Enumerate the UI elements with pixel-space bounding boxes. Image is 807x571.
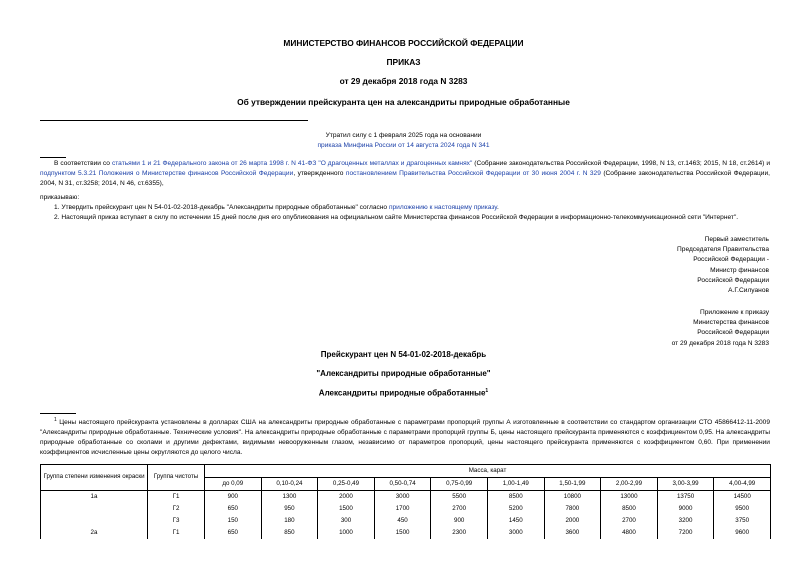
header-purity-group: Группа чистоты [148, 465, 205, 491]
price-cell: 650 [205, 503, 262, 515]
price-cell: 14500 [714, 491, 771, 504]
price-cell: 5500 [431, 491, 488, 504]
regulation-link[interactable]: подпунктом 5.3.21 Положения о Министерстве финансов Российской Федерации [40, 169, 294, 177]
preamble-text: В соответствии со [54, 160, 112, 167]
price-cell: 850 [261, 527, 318, 539]
price-cell: 1500 [318, 503, 375, 515]
price-cell: 150 [205, 515, 262, 527]
mass-column: до 0,09 [205, 478, 262, 491]
appendix-line: Российской Федерации [697, 329, 769, 337]
purity-cell: Г3 [148, 515, 205, 527]
appendix-line: от 29 декабря 2018 года N 3283 [671, 339, 769, 347]
price-list-section [0, 388, 807, 399]
price-cell: 900 [205, 491, 262, 504]
preamble-text: , утвержденного [293, 169, 346, 177]
preamble-text: (Собрание законодательства Российской Федерации, 1998, N 13, ст.1463; 2015, N 18, ст.2614) и [472, 160, 771, 167]
table-row [41, 491, 771, 504]
appendix-line: Приложение к приказу [699, 309, 769, 316]
mass-column: 0,50-0,74 [374, 478, 431, 491]
order-word: приказываю: [40, 194, 80, 201]
price-cell: 2300 [431, 527, 488, 539]
ministry-title: МИНИСТЕРСТВО ФИНАНСОВ РОССИЙСКОЙ ФЕДЕРАЦИИ [283, 38, 524, 48]
price-cell: 2000 [318, 491, 375, 504]
price-cell: 3200 [657, 515, 714, 527]
signature-line: Российской Федерации [697, 276, 769, 284]
header-mass: Масса, карат [205, 465, 771, 478]
table-row [41, 527, 771, 539]
price-cell: 9500 [714, 503, 771, 515]
price-cell: 450 [374, 515, 431, 527]
signature-block [677, 235, 769, 296]
mass-column: 0,10-0,24 [261, 478, 318, 491]
signature-line: Министр финансов [710, 266, 769, 274]
item-1-end: . [496, 204, 499, 211]
price-cell: 5200 [487, 503, 544, 515]
status-note-text: Утратил силу с 1 февраля 2025 года на основании [325, 132, 482, 139]
footnote [40, 417, 770, 458]
price-cell: 2700 [431, 503, 488, 515]
price-cell: 13750 [657, 491, 714, 504]
appendix-block [672, 308, 769, 349]
footnote-text: Цены настоящего прейскуранта установлены в долларах США на александриты природные обработанные с параметрами пропорций группы А изготовленные в соответствии со стандартом организации СТО 45866412-11-2009 "Александриты природные обработанные. Технические условия". На александриты природные обработанные с параметрами пропорций группы Б, цены настоящего прейскуранта применяются с коэффициентом 0,95. На александриты природные обработанные со сколами и другими дефектами, видимыми невооруженным глазом, независимо от параметров пропорций, цены настоящего прейскуранта применяются с коэффициентом 0,60. При применении коэффициентов исчисленные цены округляются до целого числа. [40, 419, 770, 456]
appendix-line: Министерства финансов [693, 319, 769, 327]
price-cell: 10800 [544, 491, 601, 504]
price-cell: 8500 [487, 491, 544, 504]
table-row [41, 515, 771, 527]
price-cell: 7200 [657, 527, 714, 539]
status-note-link[interactable]: приказа Минфина России от 14 августа 2024 года N 341 [317, 141, 490, 149]
price-cell: 3600 [544, 527, 601, 539]
price-cell: 2700 [601, 515, 658, 527]
decree-link[interactable]: постановлением Правительства Российской Федерации от 30 июня 2004 г. N 329 [345, 169, 601, 177]
law-link[interactable]: статьями 1 и 21 Федерального закона от 26 марта 1998 г. N 41-ФЗ "О драгоценных металлах и драгоценных камнях" [111, 160, 473, 167]
price-cell: 650 [205, 527, 262, 539]
signature-line: Российской Федерации - [693, 256, 769, 264]
price-cell: 9600 [714, 527, 771, 539]
preamble-text: (Собрание законодательства Российской Федерации, 2004, N 31, ст.3258; 2014, N 46, ст.6355), [40, 169, 770, 187]
signature-line: А.Г.Силуанов [728, 287, 769, 295]
doc-date: от 29 декабря 2018 года N 3283 [339, 76, 468, 86]
divider [40, 120, 308, 121]
price-cell: 1450 [487, 515, 544, 527]
purity-cell: Г2 [148, 503, 205, 515]
signature-line: Первый заместитель [704, 236, 769, 243]
price-cell: 2000 [544, 515, 601, 527]
color-group-cell: 2а [41, 527, 148, 539]
header-color-group: Группа степени изменения окраски [41, 465, 148, 491]
price-table [40, 464, 771, 539]
mass-column: 0,75-0,99 [431, 478, 488, 491]
price-cell: 3000 [374, 491, 431, 504]
section-title: Александриты природные обработанные [318, 388, 486, 398]
price-cell: 1300 [261, 491, 318, 504]
price-list-number: Прейскурант цен N 54-01-02-2018-декабрь [320, 350, 487, 359]
color-group-cell [41, 515, 148, 527]
price-cell: 1000 [318, 527, 375, 539]
price-cell: 180 [261, 515, 318, 527]
item-1-text: 1. Утвердить прейскурант цен N 54-01-02-2018-декабрь "Александриты природные обработанные" согласно [54, 204, 389, 211]
color-group-cell: 1а [41, 491, 148, 504]
appendix-link[interactable]: приложению к настоящему приказу [388, 204, 497, 211]
footnote-divider [40, 413, 76, 414]
price-cell: 1500 [374, 527, 431, 539]
doc-type: ПРИКАЗ [386, 57, 421, 67]
footnote-ref[interactable]: 1 [485, 388, 489, 394]
price-cell: 13000 [601, 491, 658, 504]
purity-cell: Г1 [148, 491, 205, 504]
mass-column: 0,25-0,49 [318, 478, 375, 491]
color-group-cell [41, 503, 148, 515]
purity-cell: Г1 [148, 527, 205, 539]
price-cell: 3750 [714, 515, 771, 527]
price-cell: 7800 [544, 503, 601, 515]
table-row [41, 503, 771, 515]
divider-short [40, 157, 66, 158]
price-cell: 9000 [657, 503, 714, 515]
mass-column: 4,00-4,99 [714, 478, 771, 491]
price-cell: 900 [431, 515, 488, 527]
status-note [0, 131, 807, 150]
mass-column: 1,50-1,99 [544, 478, 601, 491]
price-cell: 4800 [601, 527, 658, 539]
price-cell: 950 [261, 503, 318, 515]
mass-column: 1,00-1,49 [487, 478, 544, 491]
doc-subject: Об утверждении прейскуранта цен на александриты природные обработанные [237, 97, 570, 107]
price-cell: 300 [318, 515, 375, 527]
item-1 [40, 203, 770, 213]
mass-column: 3,00-3,99 [657, 478, 714, 491]
price-cell: 3000 [487, 527, 544, 539]
footnote-mark: 1 [54, 417, 57, 423]
price-list-name: "Александриты природные обработанные" [316, 369, 491, 378]
mass-column: 2,00-2,99 [601, 478, 658, 491]
item-2: 2. Настоящий приказ вступает в силу по истечении 15 дней после дня его опубликования на официальном сайте Министерства финансов Российской Федерации в информационно-телекоммуникационной сети "Интернет". [54, 214, 739, 221]
signature-line: Председателя Правительства [677, 246, 769, 254]
price-cell: 1700 [374, 503, 431, 515]
price-cell: 8500 [601, 503, 658, 515]
preamble [40, 159, 770, 189]
